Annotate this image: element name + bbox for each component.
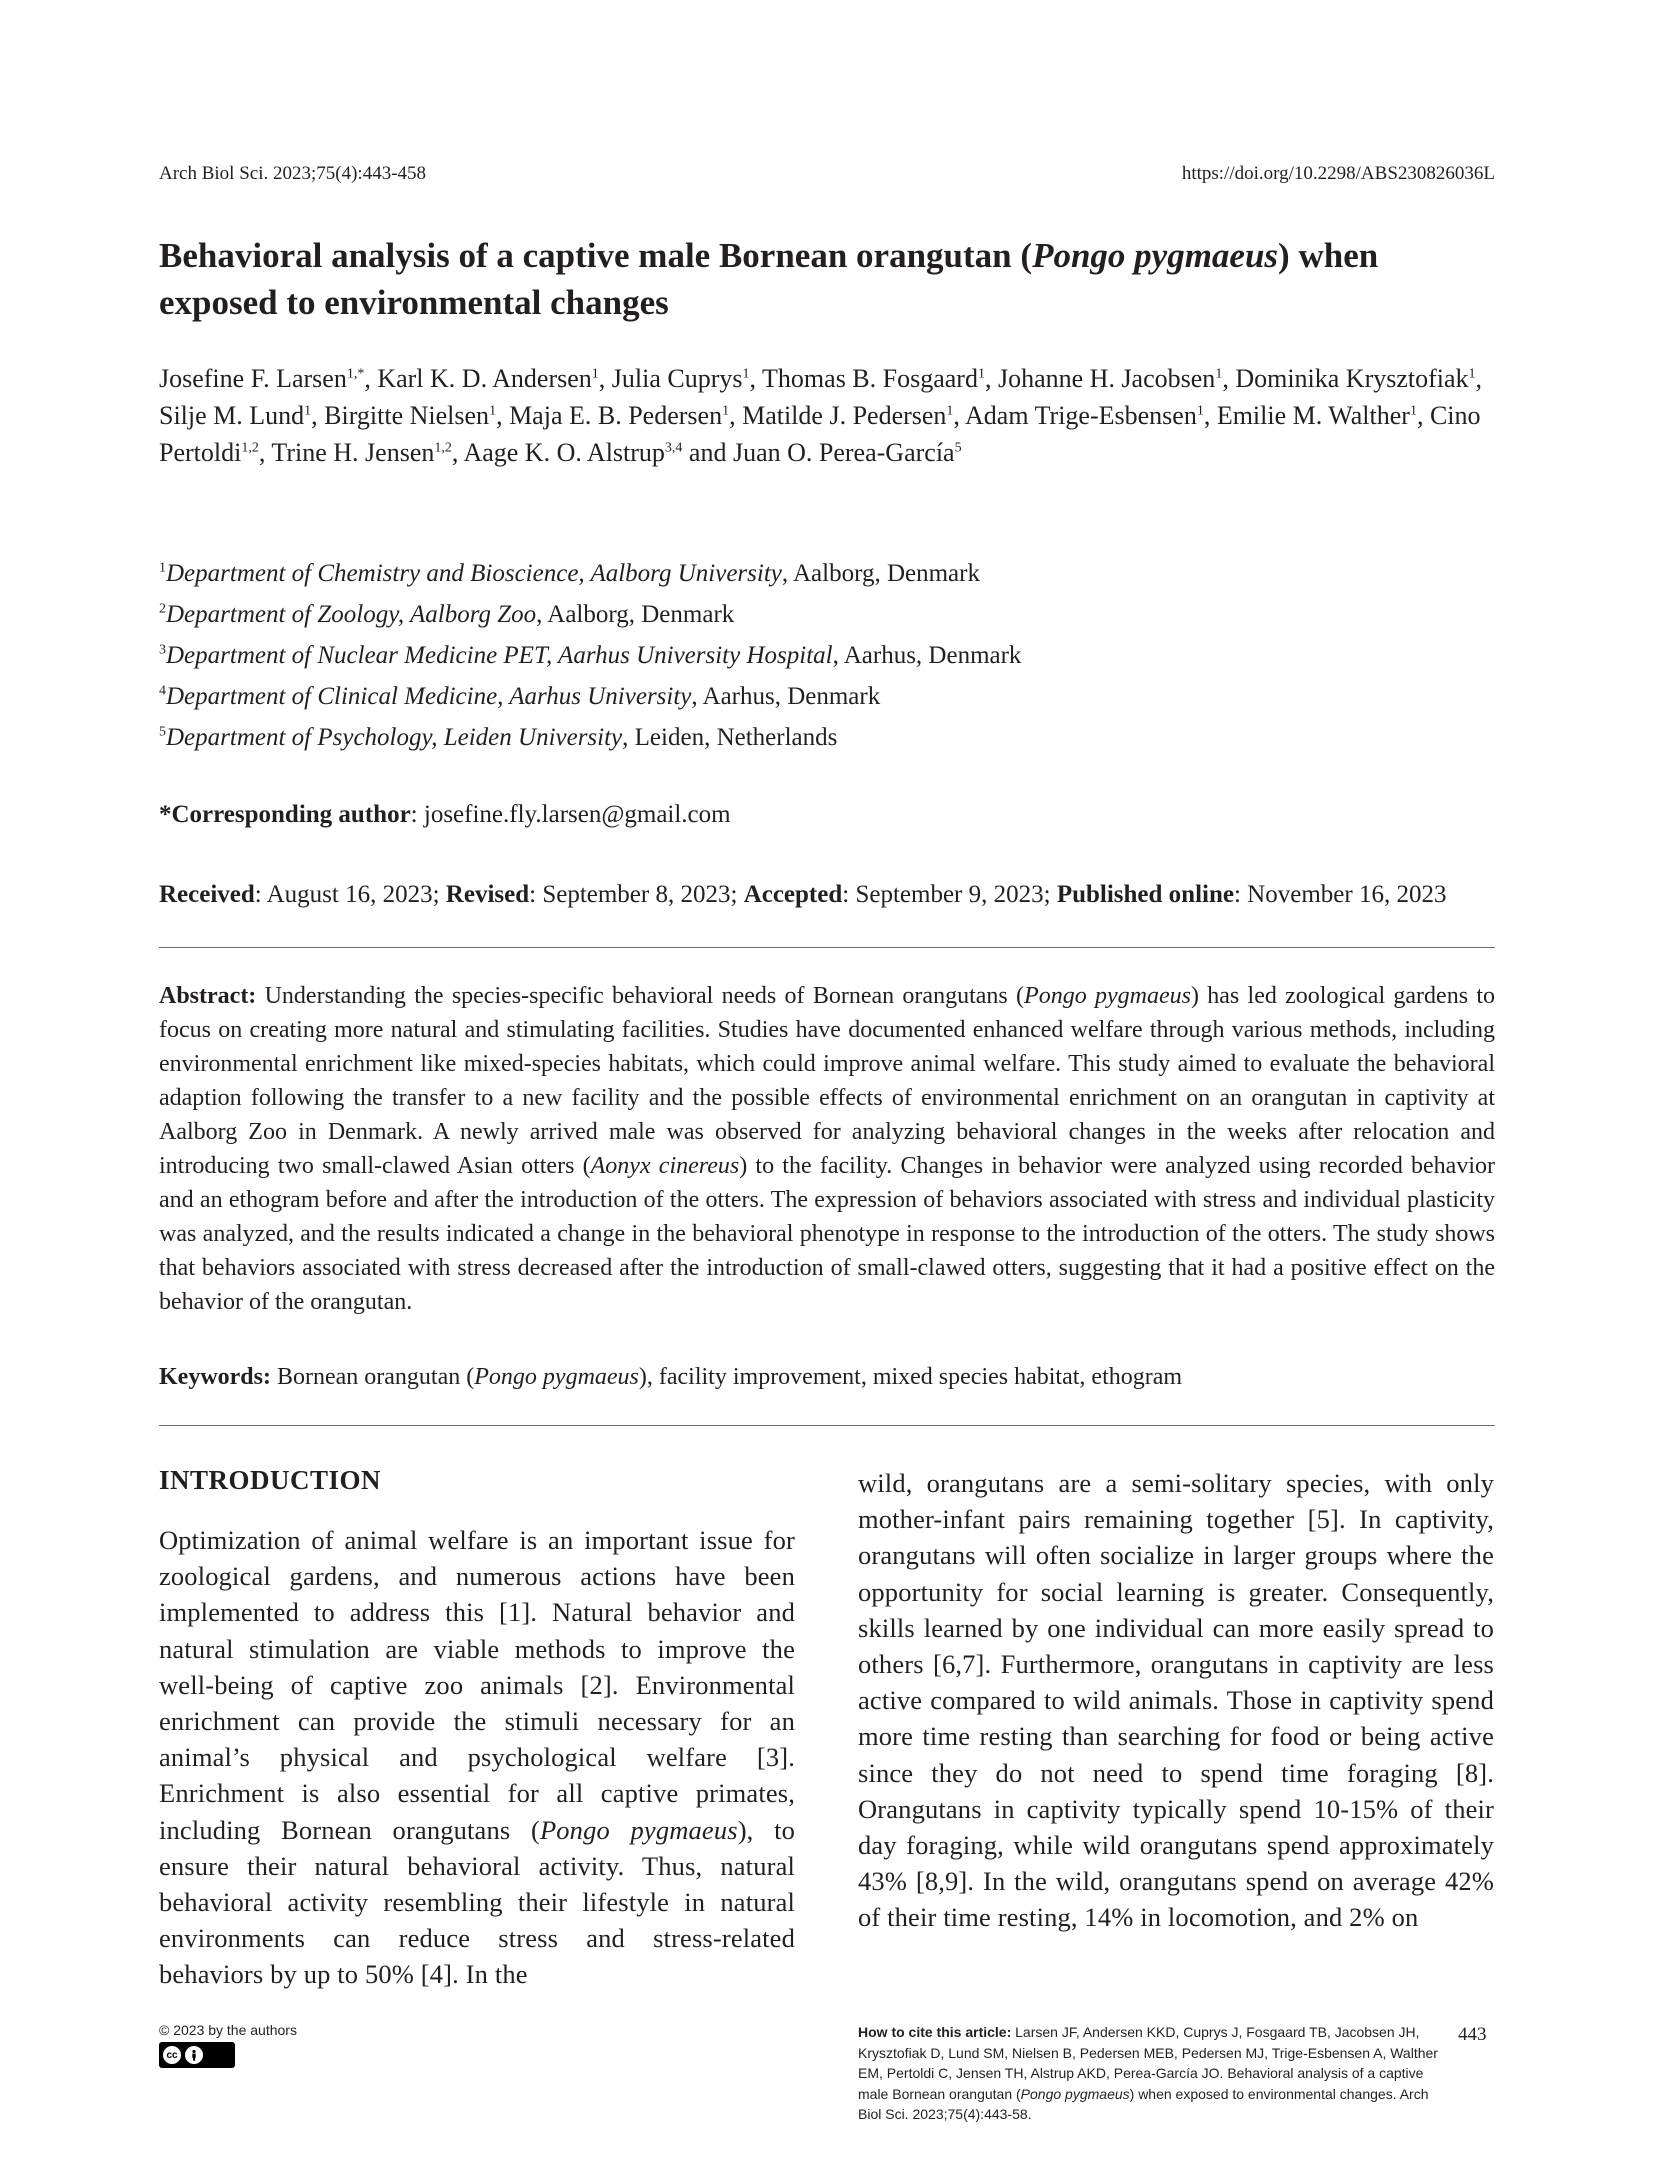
affiliation-list — [159, 553, 1459, 758]
affiliation-location: , Aarhus, Denmark — [691, 683, 881, 710]
affiliation-department: Department of Nuclear Medicine PET, Aarhus University Hospital — [166, 642, 833, 669]
author-separator: , — [953, 401, 965, 430]
section-divider — [159, 1425, 1495, 1426]
abstract-text-2: ) has led zoological gardens to focus on creating more natural and stimulating facilities. Studies have documented enhanced welfare through various methods, including environmental enrichment like mixed-species habitats, which could improve animal welfare. This study aimed to evaluate the behavioral adaption following the transfer to a new facility and the possible effects of environmental enrichment on an orangutan in captivity at Aalborg Zoo in Denmark. A newly arrived male was observed for analyzing behavioral changes in the weeks after relocation and introducing two small-clawed Asian otters ( — [159, 983, 1496, 1179]
author-name: Birgitte Nielsen — [324, 401, 490, 430]
affiliation-department: Department of Zoology, Aalborg Zoo — [166, 601, 537, 628]
author-name: Trine H. Jensen — [271, 438, 435, 467]
author-separator: , — [258, 438, 272, 467]
author-affiliation-marker: 3,4 — [664, 440, 683, 456]
keywords-text-2: ), facility improvement, mixed species habitat, ethogram — [638, 1364, 1183, 1390]
title-text-end: ) when exposed to environmental changes — [159, 236, 1379, 322]
author-separator: , — [496, 401, 510, 430]
author-separator: , — [1475, 364, 1483, 393]
cc-license-badge[interactable] — [159, 2042, 235, 2068]
abstract-text-3: ) to the facility. Changes in behavior were analyzed using recorded behavior and an ethogram before and after the introduction of the otters. The expression of behaviors associated with stress and individual plasticity was analyzed, and the results indicated a change in the behavioral phenotype in response to the introduction of the otters. The study shows that behaviors associated with stress decreased after the introduction of small-clawed otters, suggesting that it had a positive effect on the behavior of the orangutan. — [159, 1153, 1495, 1315]
author-affiliation-marker: 1,2 — [434, 440, 452, 456]
author-separator: , — [749, 364, 763, 393]
published-label: Published online — [1056, 881, 1234, 908]
author-affiliation-marker: 1 — [1409, 403, 1417, 419]
author-list — [159, 360, 1499, 471]
keywords — [159, 1364, 1495, 1391]
affiliation-row — [159, 676, 1459, 717]
author-name: Aage K. O. Alstrup — [463, 438, 665, 467]
affiliation-department: Department of Clinical Medicine, Aarhus University — [166, 683, 692, 710]
abstract-text-1: Understanding the species-specific behavioral needs of Bornean orangutans ( — [256, 983, 1025, 1009]
author-separator: , — [1416, 401, 1430, 430]
author-affiliation-marker: 1 — [722, 403, 730, 419]
affiliation-department: Department of Psychology, Leiden University — [166, 724, 623, 751]
author-separator: , — [311, 401, 325, 430]
intro-text-b: ), to ensure their natural behavioral activity. Thus, natural behavioral activity resembling their lifestyle in natural environments can reduce stress and stress-related behaviors by up to 50% [4]. In the — [159, 1814, 795, 1990]
citation-text-1: Larsen JF, Andersen KKD, Cuprys J, Fosgaard TB, Jacobsen JH, Krysztofiak D, Lund SM, Nielsen B, Pedersen MEB, Pedersen MJ, Trige-Esbensen A, Walther EM, Pertoldi C, Jensen TH, Alstrup AKD, Perea-García JO. Behavioral analysis of a captive male Bornean orangutan ( — [858, 2024, 1438, 2102]
author-affiliation-marker: 5 — [954, 440, 962, 456]
author-name: Adam Trige-Esbensen — [965, 401, 1197, 430]
journal-reference: Arch Biol Sci. 2023;75(4):443-458 — [159, 163, 427, 184]
author-separator: and — [682, 438, 733, 467]
author-name: Maja E. B. Pedersen — [509, 401, 723, 430]
body-column-right: wild, orangutans are a semi-solitary species, with only mother-infant pairs remaining together [5]. In captivity, orangutans will often socialize in larger groups where the opportunity for social learning is greater. Consequently, skills learned by one individual can more easily spread to others [6,7]. Furthermore, orangutans in captivity are less active compared to wild animals. Those in captivity spend more time resting than searching for food or being active since they do not need to spend time foraging [8]. Orangutans in captivity typically spend 10-15% of their day foraging, while wild orangutans spend approximately 43% [8,9]. In the wild, orangutans spend on average 42% of their time resting, 14% in locomotion, and 2% on — [858, 1468, 1494, 1933]
author-affiliation-marker: 1 — [591, 366, 599, 382]
intro-species: Pongo pygmaeus — [539, 1814, 738, 1845]
citation-label: How to cite this article: — [858, 2024, 1012, 2040]
keywords-text-1: Bornean orangutan ( — [270, 1364, 475, 1390]
abstract-species-1: Pongo pygmaeus — [1024, 983, 1191, 1009]
article-dates — [159, 881, 1499, 909]
author-separator: , — [598, 364, 612, 393]
affiliation-number: 2 — [159, 601, 166, 617]
intro-text-a: Optimization of animal welfare is an important issue for zoological gardens, and numerous actions have been implemented to address this [1]. Natural behavior and natural stimulation are viable methods to improve the well-being of captive zoo animals [2]. Environmental enrichment can provide the stimuli necessary for an animal’s physical and psychological welfare [3]. Enrichment is also essential for all captive primates, including Bornean orangutans ( — [159, 1525, 795, 1845]
corresponding-label: *Corresponding author — [159, 801, 411, 828]
citation-species: Pongo pygmaeus — [1020, 2085, 1130, 2102]
section-heading-introduction: INTRODUCTION — [159, 1465, 382, 1495]
author-name: Juan O. Perea-García — [732, 438, 955, 467]
author-affiliation-marker: 1 — [742, 366, 750, 382]
affiliation-location: , Aalborg, Denmark — [781, 560, 980, 587]
revised-date: : September 8, 2023; — [529, 881, 744, 908]
author-name: Karl K. D. Andersen — [377, 364, 592, 393]
corresponding-author — [159, 801, 731, 829]
author-name: Cino Pertoldi — [159, 401, 1481, 467]
accepted-date: : September 9, 2023; — [842, 881, 1057, 908]
affiliation-number: 4 — [159, 683, 166, 699]
author-affiliation-marker: 1 — [977, 366, 985, 382]
received-date: : August 16, 2023; — [254, 881, 446, 908]
cc-icon: cc — [163, 2046, 181, 2064]
corresponding-email[interactable]: : josefine.fly.larsen@gmail.com — [410, 801, 731, 828]
author-affiliation-marker: 1,2 — [241, 440, 259, 456]
author-name: Thomas B. Fosgaard — [762, 364, 978, 393]
accepted-label: Accepted — [743, 881, 843, 908]
title-species: Pongo pygmaeus — [1032, 236, 1279, 275]
citation-text-2: ) when exposed to environmental changes. Arch Biol Sci. 2023;75(4):443-58. — [858, 2085, 1429, 2122]
page-number: 443 — [1458, 2024, 1487, 2045]
author-name: Matilde J. Pedersen — [742, 401, 947, 430]
affiliation-row — [159, 717, 1459, 758]
affiliation-location: , Aalborg, Denmark — [536, 601, 735, 628]
received-label: Received — [159, 881, 255, 908]
affiliation-department: Department of Chemistry and Bioscience, Aalborg University — [166, 560, 782, 587]
author-name: Josefine F. Larsen — [159, 364, 347, 393]
author-name: Dominika Krysztofiak — [1235, 364, 1469, 393]
author-separator: , — [1222, 364, 1236, 393]
body-column-left — [159, 1522, 795, 1993]
author-affiliation-marker: 1 — [489, 403, 497, 419]
affiliation-row — [159, 594, 1459, 635]
author-separator: , — [364, 364, 378, 393]
affiliation-location: , Aarhus, Denmark — [832, 642, 1022, 669]
affiliation-row — [159, 635, 1459, 676]
abstract-species-2: Aonyx cinereus — [590, 1153, 740, 1179]
article-title — [159, 232, 1409, 326]
author-name: Silje M. Lund — [159, 401, 305, 430]
author-separator: , — [729, 401, 743, 430]
author-affiliation-marker: 1 — [304, 403, 312, 419]
affiliation-number: 1 — [159, 560, 166, 576]
author-affiliation-marker: 1 — [1196, 403, 1204, 419]
author-separator: , — [1203, 401, 1217, 430]
author-affiliation-marker: 1 — [946, 403, 954, 419]
citation-note — [858, 2022, 1438, 2125]
abstract-label: Abstract: — [159, 983, 257, 1009]
author-name: Emilie M. Walther — [1216, 401, 1410, 430]
attribution-icon — [185, 2046, 203, 2064]
author-affiliation-marker: 1,* — [346, 366, 365, 382]
author-separator: , — [451, 438, 464, 467]
keywords-species: Pongo pygmaeus — [474, 1364, 639, 1390]
affiliation-location: , Leiden, Netherlands — [622, 724, 838, 751]
doi-link[interactable]: https://doi.org/10.2298/ABS230826036L — [1181, 163, 1495, 184]
affiliation-number: 3 — [159, 642, 166, 658]
author-affiliation-marker: 1 — [1215, 366, 1223, 382]
title-text-start: Behavioral analysis of a captive male Bornean orangutan ( — [159, 236, 1033, 275]
author-affiliation-marker: 1 — [1468, 366, 1476, 382]
abstract — [159, 979, 1495, 1319]
affiliation-number: 5 — [159, 724, 166, 740]
author-name: Johanne H. Jacobsen — [997, 364, 1216, 393]
copyright-notice: © 2023 by the authors — [159, 2022, 297, 2038]
keywords-label: Keywords: — [159, 1364, 271, 1390]
revised-label: Revised — [445, 881, 530, 908]
author-separator: , — [984, 364, 998, 393]
published-date: : November 16, 2023 — [1233, 881, 1447, 908]
affiliation-row — [159, 553, 1459, 594]
section-divider — [159, 947, 1495, 948]
author-name: Julia Cuprys — [611, 364, 743, 393]
